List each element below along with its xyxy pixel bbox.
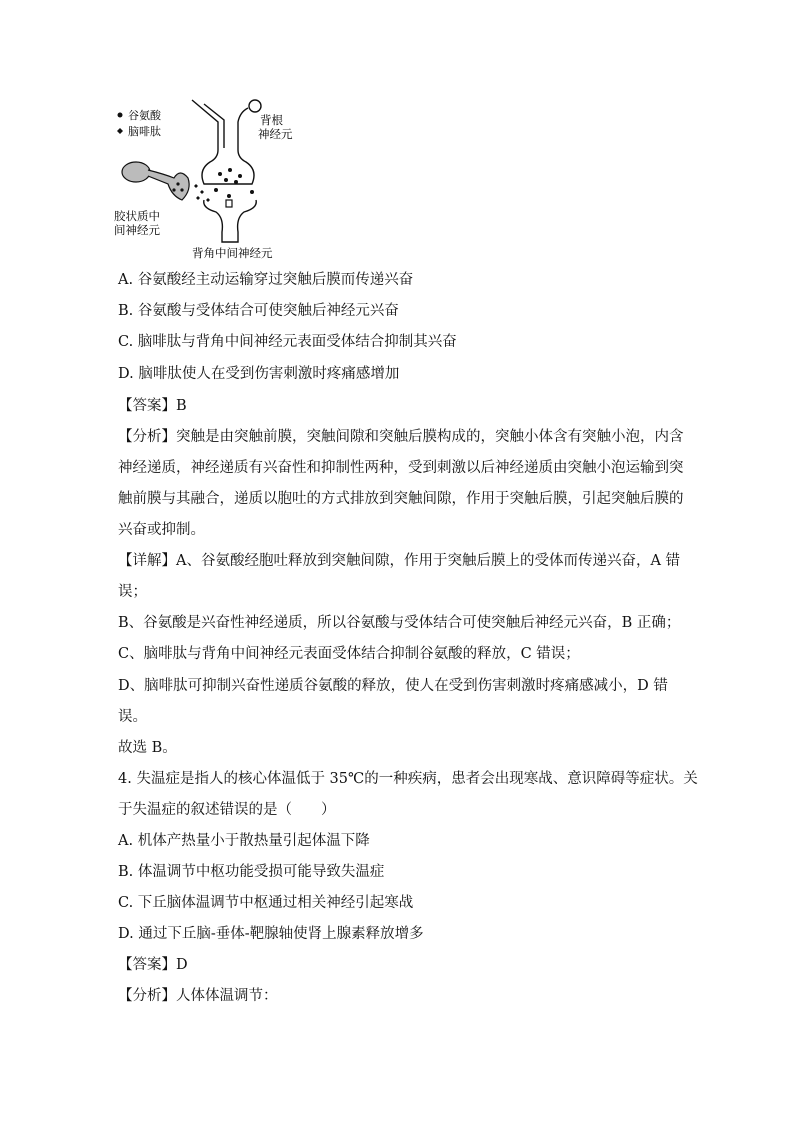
q4-option-c: C. 下丘脑体温调节中枢通过相关神经引起寒战 [118, 895, 414, 911]
q4-option-a: A. 机体产热量小于散热量引起体温下降 [118, 833, 370, 849]
label-dorsal-root-1: 背根 [260, 113, 283, 127]
q4-stem-line-1: 4. 失温症是指人的核心体温低于 35℃的一种疾病，患者会出现寒战、意识障碍等症状。关 [118, 771, 698, 787]
label-dorsal-horn: 背角中间神经元 [192, 246, 273, 260]
q3-conclusion: 故选 B。 [118, 740, 177, 756]
synapse-diagram [112, 92, 302, 262]
q3-detail-line-4: C、脑啡肽与背角中间神经元表面受体结合抑制谷氨酸的释放，C 错误； [118, 646, 580, 662]
gelatinous-neuron-body [122, 162, 150, 182]
q3-analysis-line-2: 神经递质，神经递质有兴奋性和抑制性两种，受到刺激以后神经递质由突触小泡运输到突 [118, 460, 684, 476]
q3-answer: 【答案】B [118, 398, 187, 414]
legend-enkephalin: 脑啡肽 [128, 125, 161, 138]
q3-option-a: A. 谷氨酸经主动运输穿过突触后膜而传递兴奋 [118, 272, 414, 288]
q3-analysis-line-4: 兴奋或抑制。 [118, 522, 205, 538]
q4-analysis: 【分析】人体体温调节： [118, 988, 278, 1004]
dorsal-root-terminal [192, 100, 254, 184]
q3-detail-line-5: D、脑啡肽可抑制兴奋性递质谷氨酸的释放，使人在受到伤害刺激时疼痛感减小，D 错 [118, 678, 668, 694]
q3-analysis-line-3: 触前膜与其融合，递质以胞吐的方式排放到突触间隙，作用于突触后膜，引起突触后膜的 [118, 491, 684, 507]
q3-detail-line-1: 【详解】A、谷氨酸经胞吐释放到突触间隙，作用于突触后膜上的受体而传递兴奋，A 错 [118, 553, 681, 569]
q3-analysis-line-1: 【分析】突触是由突触前膜，突触间隙和突触后膜构成的，突触小体含有突触小泡，内含 [118, 429, 684, 445]
dorsal-horn-interneuron [204, 200, 257, 242]
q4-stem-line-2: 于失温症的叙述错误的是（ ） [118, 802, 336, 818]
glutamate-legend-dot [118, 113, 123, 118]
label-dorsal-root-2: 神经元 [258, 127, 293, 141]
q3-option-b: B. 谷氨酸与受体结合可使突触后神经元兴奋 [118, 303, 399, 319]
legend-glutamate: 谷氨酸 [128, 109, 161, 122]
label-gelatinous-2: 间神经元 [114, 223, 160, 237]
q3-detail-line-2: 误； [118, 584, 147, 600]
q3-detail-line-3: B、谷氨酸是兴奋性神经递质，所以谷氨酸与受体结合可使突触后神经元兴奋，B 正确； [118, 615, 681, 631]
q3-option-d: D. 脑啡肽使人在受到伤害刺激时疼痛感增加 [118, 366, 400, 382]
q4-answer: 【答案】D [118, 957, 188, 973]
q4-option-b: B. 体温调节中枢功能受损可能导致失温症 [118, 864, 385, 880]
label-gelatinous-1: 胶状质中 [114, 209, 160, 223]
q3-option-c: C. 脑啡肽与背角中间神经元表面受体结合抑制其兴奋 [118, 334, 457, 350]
q4-option-d: D. 通过下丘脑-垂体-靶腺轴使肾上腺素释放增多 [118, 926, 424, 942]
q3-detail-line-6: 误。 [118, 709, 147, 725]
enkephalin-legend-diamond [117, 128, 123, 134]
